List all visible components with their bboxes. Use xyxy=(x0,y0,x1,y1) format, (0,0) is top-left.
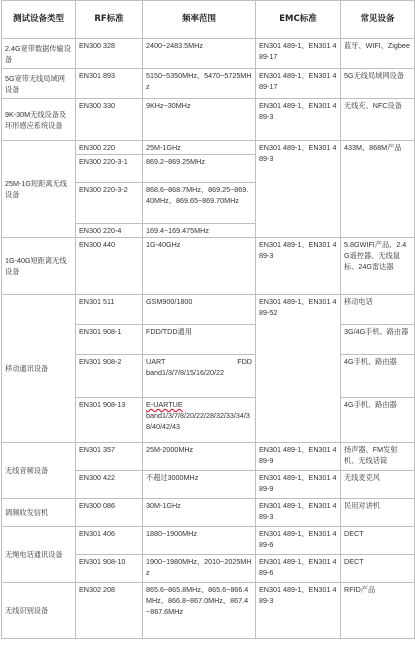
cell-rf-standard: EN300 440 xyxy=(76,238,143,295)
cell-common-devices: RFID产品 xyxy=(341,583,415,639)
cell-emc-standard: EN301 489-1、EN301 489-3 xyxy=(256,238,341,295)
table-row xyxy=(2,39,415,69)
cell-emc-standard: EN301 489-1、EN301 489-9 xyxy=(256,443,341,471)
cell-common-devices: 4G手机、路由器 xyxy=(341,355,415,398)
cell-frequency: 5150~5350MHz、5470~5725MHz xyxy=(143,69,256,99)
cell-common-devices: DECT xyxy=(341,555,415,583)
cell-rf-standard: EN300 086 xyxy=(76,499,143,527)
cell-frequency: 1G-40GHz xyxy=(143,238,256,295)
cell-device-type: 25M-1G短距离无线设备 xyxy=(2,141,76,238)
cell-rf-standard: EN301 908-1 xyxy=(76,325,143,355)
cell-emc-standard: EN301 489-1、EN301 489-9 xyxy=(256,471,341,499)
header-frequency-range: 频率范围 xyxy=(143,1,256,39)
cell-device-type: 5G宽带无线局域网设备 xyxy=(2,69,76,99)
cell-frequency: 不超过3000MHz xyxy=(143,471,256,499)
cell-common-devices: 4G手机、路由器 xyxy=(341,398,415,443)
cell-frequency: 868.6~868.7MHz、869.25~869.40MHz、869.65~869.70MHz xyxy=(143,183,256,224)
cell-emc-standard: EN301 489-1、EN301 489-52 xyxy=(256,295,341,443)
frequency-prefix: UART xyxy=(146,357,166,366)
table-header-row xyxy=(2,1,415,39)
cell-emc-standard: EN301 489-1、EN301 489-3 xyxy=(256,141,341,238)
cell-rf-standard: EN300 220-3-1 xyxy=(76,155,143,183)
cell-frequency: 869.2~869.25MHz xyxy=(143,155,256,183)
cell-frequency: 25M-2000MHz xyxy=(143,443,256,471)
cell-rf-standard: EN301 357 xyxy=(76,443,143,471)
cell-emc-standard: EN301 489-1、EN301 489-17 xyxy=(256,69,341,99)
cell-emc-standard: EN301 489-1、EN301 489-3 xyxy=(256,583,341,639)
cell-rf-standard: EN300 328 xyxy=(76,39,143,69)
cell-device-type: 2.4G宽带数据传输设备 xyxy=(2,39,76,69)
cell-device-type: 1G-40G短距离无线设备 xyxy=(2,238,76,295)
cell-frequency: 865.6~865.8MHz、865.6~866.4MHz、866.8~867.0MHz、867.4~867.6MHz xyxy=(143,583,256,639)
cell-frequency: FDD/TDD通用 xyxy=(143,325,256,355)
frequency-bands: band1/3/7/8/15/16/20/22 xyxy=(146,368,224,377)
cell-common-devices: DECT xyxy=(341,527,415,555)
cell-frequency: GSM900/1800 xyxy=(143,295,256,325)
cell-emc-standard: EN301 489-1、EN301 489-6 xyxy=(256,555,341,583)
table-row xyxy=(2,443,415,471)
cell-device-type: 无线识别设备 xyxy=(2,583,76,639)
cell-rf-standard: EN301 908-13 xyxy=(76,398,143,443)
cell-frequency: 2400~2483.5MHz xyxy=(143,39,256,69)
cell-common-devices: 民用对讲机 xyxy=(341,499,415,527)
cell-emc-standard: EN301 489-1、EN301 489-3 xyxy=(256,499,341,527)
header-rf-standard: RF标准 xyxy=(76,1,143,39)
cell-frequency: 1880~1900MHz xyxy=(143,527,256,555)
table-row xyxy=(2,141,415,155)
cell-emc-standard: EN301 489-1、EN301 489-17 xyxy=(256,39,341,69)
cell-emc-standard: EN301 489-1、EN301 489-6 xyxy=(256,527,341,555)
frequency-prefix: E-UARTUE xyxy=(146,400,183,409)
cell-rf-standard: EN301 893 xyxy=(76,69,143,99)
cell-frequency xyxy=(143,398,256,443)
cell-rf-standard: EN300 220-4 xyxy=(76,224,143,238)
cell-common-devices: 无线充、NFC设备 xyxy=(341,99,415,141)
header-emc-standard: EMC标准 xyxy=(256,1,341,39)
cell-device-type: 无线音频设备 xyxy=(2,443,76,499)
cell-rf-standard: EN301 511 xyxy=(76,295,143,325)
header-device-type: 测试设备类型 xyxy=(2,1,76,39)
header-common-devices: 常见设备 xyxy=(341,1,415,39)
cell-rf-standard: EN300 220 xyxy=(76,141,143,155)
table-row xyxy=(2,527,415,555)
cell-frequency: 25M-1GHz xyxy=(143,141,256,155)
frequency-mode: FDD xyxy=(237,357,252,366)
cell-common-devices: 移动电话 xyxy=(341,295,415,325)
table-row xyxy=(2,583,415,639)
frequency-line xyxy=(146,356,252,367)
cell-device-type: 调频收发信机 xyxy=(2,499,76,527)
cell-common-devices: 5.8GWIFI产品、2.4G遥控器、无线鼠标、24G雷达器 xyxy=(341,238,415,295)
cell-device-type: 9K-30M无线设备及环形感应系统设备 xyxy=(2,99,76,141)
cell-device-type: 移动通讯设备 xyxy=(2,295,76,443)
cell-frequency: 9KHz~30MHz xyxy=(143,99,256,141)
cell-rf-standard: EN301 908-10 xyxy=(76,555,143,583)
standards-table xyxy=(1,0,415,639)
cell-frequency xyxy=(143,355,256,398)
cell-rf-standard: EN301 908-2 xyxy=(76,355,143,398)
cell-rf-standard: EN300 220-3-2 xyxy=(76,183,143,224)
cell-common-devices: 3G/4G手机、路由器 xyxy=(341,325,415,355)
table-row xyxy=(2,238,415,295)
cell-common-devices: 433M、868M产品 xyxy=(341,141,415,238)
cell-frequency: 169.4~169.475MHz xyxy=(143,224,256,238)
cell-frequency: 30M-1GHz xyxy=(143,499,256,527)
cell-rf-standard: EN301 406 xyxy=(76,527,143,555)
cell-rf-standard: EN300 330 xyxy=(76,99,143,141)
cell-emc-standard: EN301 489-1、EN301 489-3 xyxy=(256,99,341,141)
table-row xyxy=(2,99,415,141)
table-row xyxy=(2,295,415,325)
table-row xyxy=(2,499,415,527)
cell-device-type: 无绳电话通讯设备 xyxy=(2,527,76,583)
cell-common-devices: 无线麦克风 xyxy=(341,471,415,499)
cell-common-devices: 扬声器、FM发射机、无线话筒 xyxy=(341,443,415,471)
cell-rf-standard: EN302 208 xyxy=(76,583,143,639)
table-row xyxy=(2,69,415,99)
frequency-bands: band1/3/7/8/20/22/28/32/33/34/38/40/42/43 xyxy=(146,411,250,431)
cell-common-devices: 蓝牙、WIFI、Zigbee xyxy=(341,39,415,69)
cell-frequency: 1900~1980MHz、2010~2025MHz xyxy=(143,555,256,583)
cell-rf-standard: EN300 422 xyxy=(76,471,143,499)
cell-common-devices: 5G无线局域网设备 xyxy=(341,69,415,99)
